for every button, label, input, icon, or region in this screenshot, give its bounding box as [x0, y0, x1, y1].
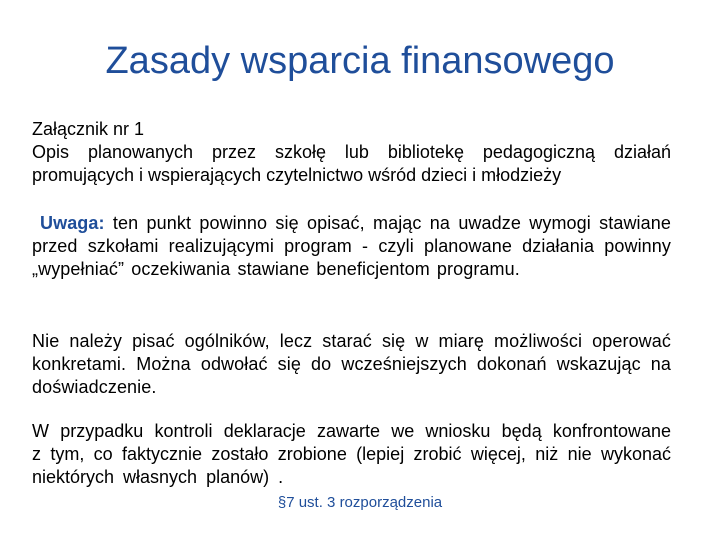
annex-label: Załącznik nr 1 — [32, 119, 145, 139]
note-text: ten punkt powinno się opisać, mając na uwadze wymogi stawiane przed szkołami realizującymi program - czyli planowane działania powinny „wypełniać” oczekiwania stawiane beneficjentom programu. — [32, 213, 671, 279]
note-paragraph — [32, 212, 671, 281]
annex-section — [32, 118, 671, 187]
paragraph-specifics: Nie należy pisać ogólników, lecz starać się w miarę możliwości operować konkretami. Można odwołać się do wcześniejszych dokonań wskazując na doświadczenie. — [32, 331, 671, 397]
slide-title: Zasady wsparcia finansowego — [105, 40, 615, 82]
legal-reference: §7 ust. 3 rozporządzenia — [277, 494, 443, 511]
paragraph-control: W przypadku kontroli deklaracje zawarte we wniosku będą konfrontowane z tym, co faktycznie zostało zrobione (lepiej zrobić więcej, niż nie wykonać niektórych własnych planów) . — [32, 421, 671, 487]
note-label: Uwaga: — [40, 213, 105, 233]
annex-description: Opis planowanych przez szkołę lub bibliotekę pedagogiczną działań promujących i wspierających czytelnictwo wśród dzieci i młodzieży — [32, 142, 671, 185]
